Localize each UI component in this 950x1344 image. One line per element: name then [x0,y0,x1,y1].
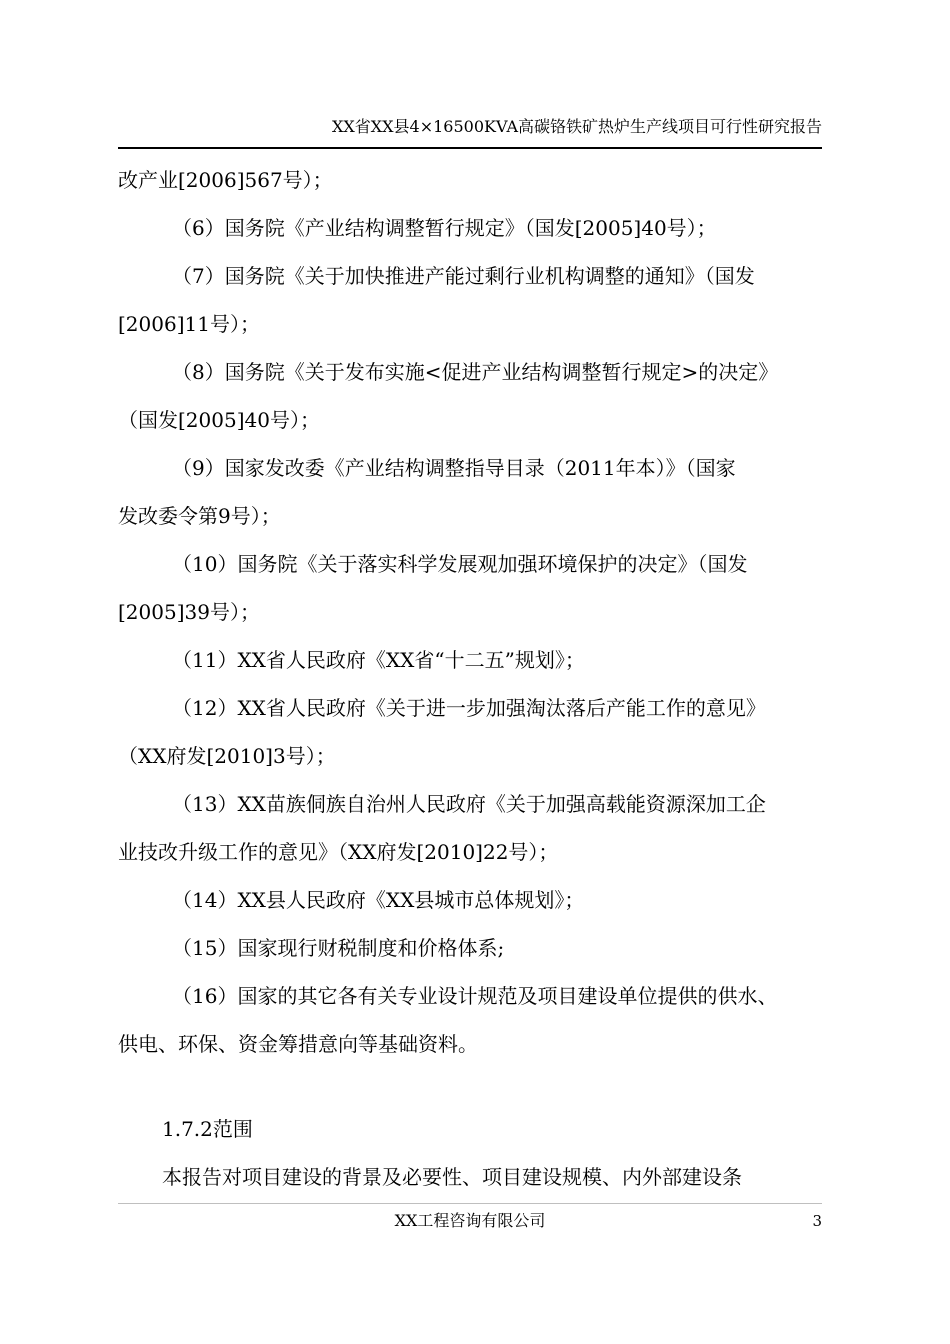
body-line: （16）国家的其它各有关专业设计规范及项目建设单位提供的供水、 [172,984,778,1008]
body-line: [2006]11号）； [118,312,260,336]
body-line: （14）XX县人民政府《XX县城市总体规划》； [172,888,585,912]
body-line: 业技改升级工作的意见》（XX府发[2010]22号）； [118,840,559,864]
page-header: XX省XX县4×16500KVA高碳铬铁矿热炉生产线项目可行性研究报告 [331,117,822,136]
body-line: 改产业[2006]567号）； [118,168,333,192]
header-rule [118,147,822,149]
body-line: 发改委令第9号）； [118,504,281,528]
section-heading: 1.7.2范围 [162,1117,253,1141]
body-line: （7）国务院《关于加快推进产能过剩行业机构调整的通知》（国发 [172,264,755,288]
footer-company: XX工程咨询有限公司 [394,1211,546,1230]
body-line: （XX府发[2010]3号）； [118,744,336,768]
body-line: （13）XX苗族侗族自治州人民政府《关于加强高载能资源深加工企 [172,792,766,816]
body-line: （9）国家发改委《产业结构调整指导目录（2011年本）》（国家 [172,456,736,480]
body-line: （国发[2005]40号）； [118,408,320,432]
footer-rule [118,1203,822,1204]
body-line: （10）国务院《关于落实科学发展观加强环境保护的决定》（国发 [172,552,748,576]
body-line: （8）国务院《关于发布实施<促进产业结构调整暂行规定>的决定》 [172,360,779,384]
body-line: （12）XX省人民政府《关于进一步加强淘汰落后产能工作的意见》 [172,696,766,720]
body-line: （15）国家现行财税制度和价格体系; [172,936,505,960]
body-line: （6）国务院《产业结构调整暂行规定》（国发[2005]40号）； [172,216,717,240]
body-line: （11）XX省人民政府《XX省“十二五”规划》； [172,648,585,672]
page-number: 3 [812,1212,822,1230]
section-text: 本报告对项目建设的背景及必要性、项目建设规模、内外部建设条 [162,1165,742,1189]
body-line: [2005]39号）； [118,600,260,624]
body-line: 供电、环保、资金筹措意向等基础资料。 [118,1032,478,1056]
